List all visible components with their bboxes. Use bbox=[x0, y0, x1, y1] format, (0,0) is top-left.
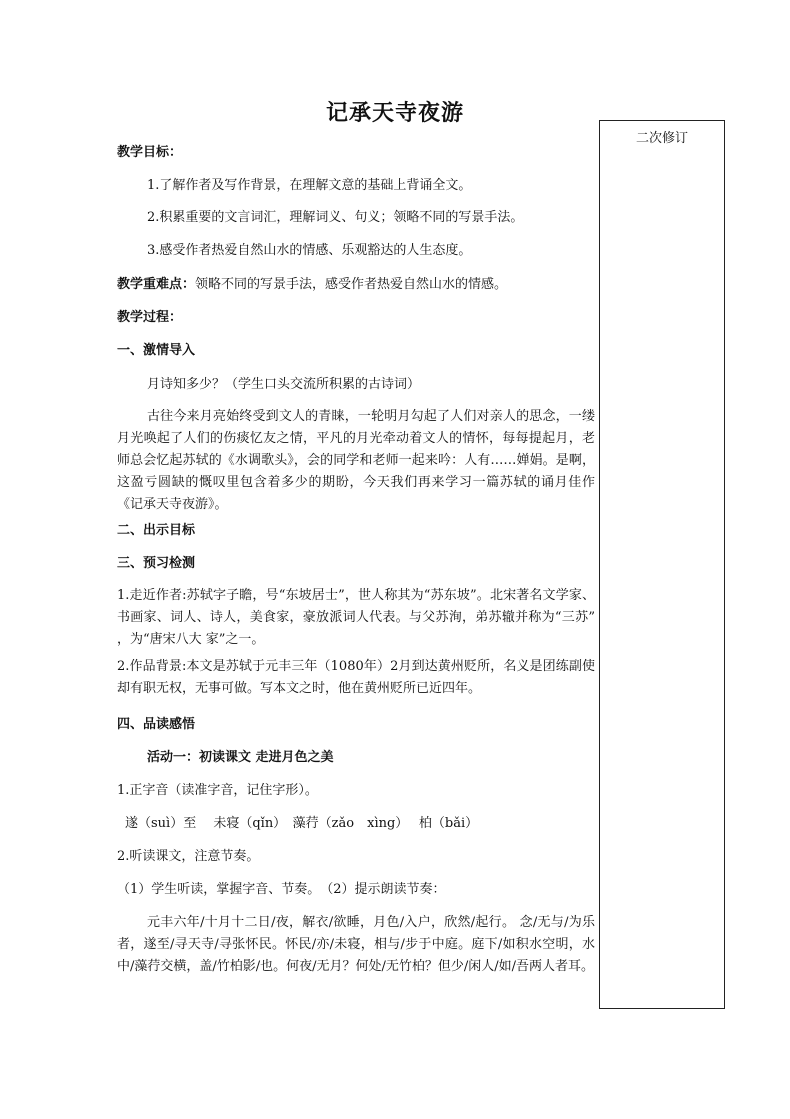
listening-instruction: 2.听读课文，注意节奏。 bbox=[117, 849, 260, 864]
document-title: 记承天寺夜游 bbox=[325, 100, 464, 126]
key-points bbox=[117, 274, 595, 296]
section-4-heading: 四、品读感悟 bbox=[117, 717, 196, 732]
rhythm-passage: 元丰六年/十月十二日/夜，解衣/欲睡，月色/入户，欣然/起行。 念/无与/为乐者，遂至/寻天寺/寻张怀民。怀民/亦/未寝，相与/步于中庭。庭下/如积水空明，水中/藻荇交横，盖/竹柏影/也。何夜/无月？何处/无竹柏？但少/闲人/如/吾两人者耳。 bbox=[117, 915, 595, 974]
pinyin-list: 遂（suì）至 未寝（qǐn） 藻荇（zǎo xìng） 柏（bǎi） bbox=[125, 816, 479, 831]
key-points-label: 教学重难点： bbox=[117, 277, 196, 292]
revision-column-label: 二次修订 bbox=[635, 131, 688, 146]
section-2-heading: 二、出示目标 bbox=[117, 523, 196, 538]
goals-heading: 教学目标： bbox=[117, 145, 183, 160]
process-heading: 教学过程： bbox=[117, 310, 183, 325]
section-1-heading: 一、激情导入 bbox=[117, 343, 196, 358]
reading-rhythm-instruction: （1）学生听读，掌握字音、节奏。 （2）提示朗读节奏： bbox=[117, 882, 446, 897]
goal-item-3: 3.感受作者热爱自然山水的情感、乐观豁达的人生态度。 bbox=[147, 243, 472, 258]
goal-item-2: 2.积累重要的文言词汇，理解词义、句义；领略不同的写景手法。 bbox=[147, 210, 524, 225]
section-3-heading: 三、预习检测 bbox=[117, 556, 196, 571]
section-1-paragraph: 古往今来月亮始终受到文人的青睐，一轮明月勾起了人们对亲人的思念，一缕月光唤起了人们的伤痰忆友之情，平凡的月光牵动着文人的情怀，每每提起月，老师总会忆起苏轼的《水调歌头》，会的同学和老师一起来吟：人有……婵娟。是啊，这盈亏圆缺的慨叹里包含着多少的期盼，今天我们再来学习一篇苏轼的诵月佳作《记承天寺夜游》。 bbox=[117, 409, 595, 512]
key-points-text: 领略不同的写景手法，感受作者热爱自然山水的情感。 bbox=[195, 277, 508, 292]
section-3-background-paragraph: 2.作品背景:本文是苏轼于元丰三年（1080年）2月到达黄州贬所，名义是团练副使却有职无权，无事可做。写本文之时，他在黄州贬所已近四年。 bbox=[117, 659, 595, 696]
section-3-author-paragraph: 1.走近作者:苏轼字子瞻，号“东坡居士”，世人称其为“苏东坡”。北宋著名文学家、书画家、词人、诗人，美食家，豪放派词人代表。与父苏洵，弟苏辙并称为“三苏” ，为“唐宋八大 家”之一。 bbox=[117, 588, 595, 647]
activity-one-heading: 活动一：初读课文 走进月色之美 bbox=[147, 750, 334, 765]
goal-item-1: 1.了解作者及写作背景，在理解文意的基础上背诵全文。 bbox=[147, 178, 472, 193]
pronunciation-instruction: 1.正字音（读准字音，记住字形）。 bbox=[117, 783, 318, 798]
section-1-line: 月诗知多少？（学生口头交流所积累的古诗词） bbox=[147, 377, 421, 392]
